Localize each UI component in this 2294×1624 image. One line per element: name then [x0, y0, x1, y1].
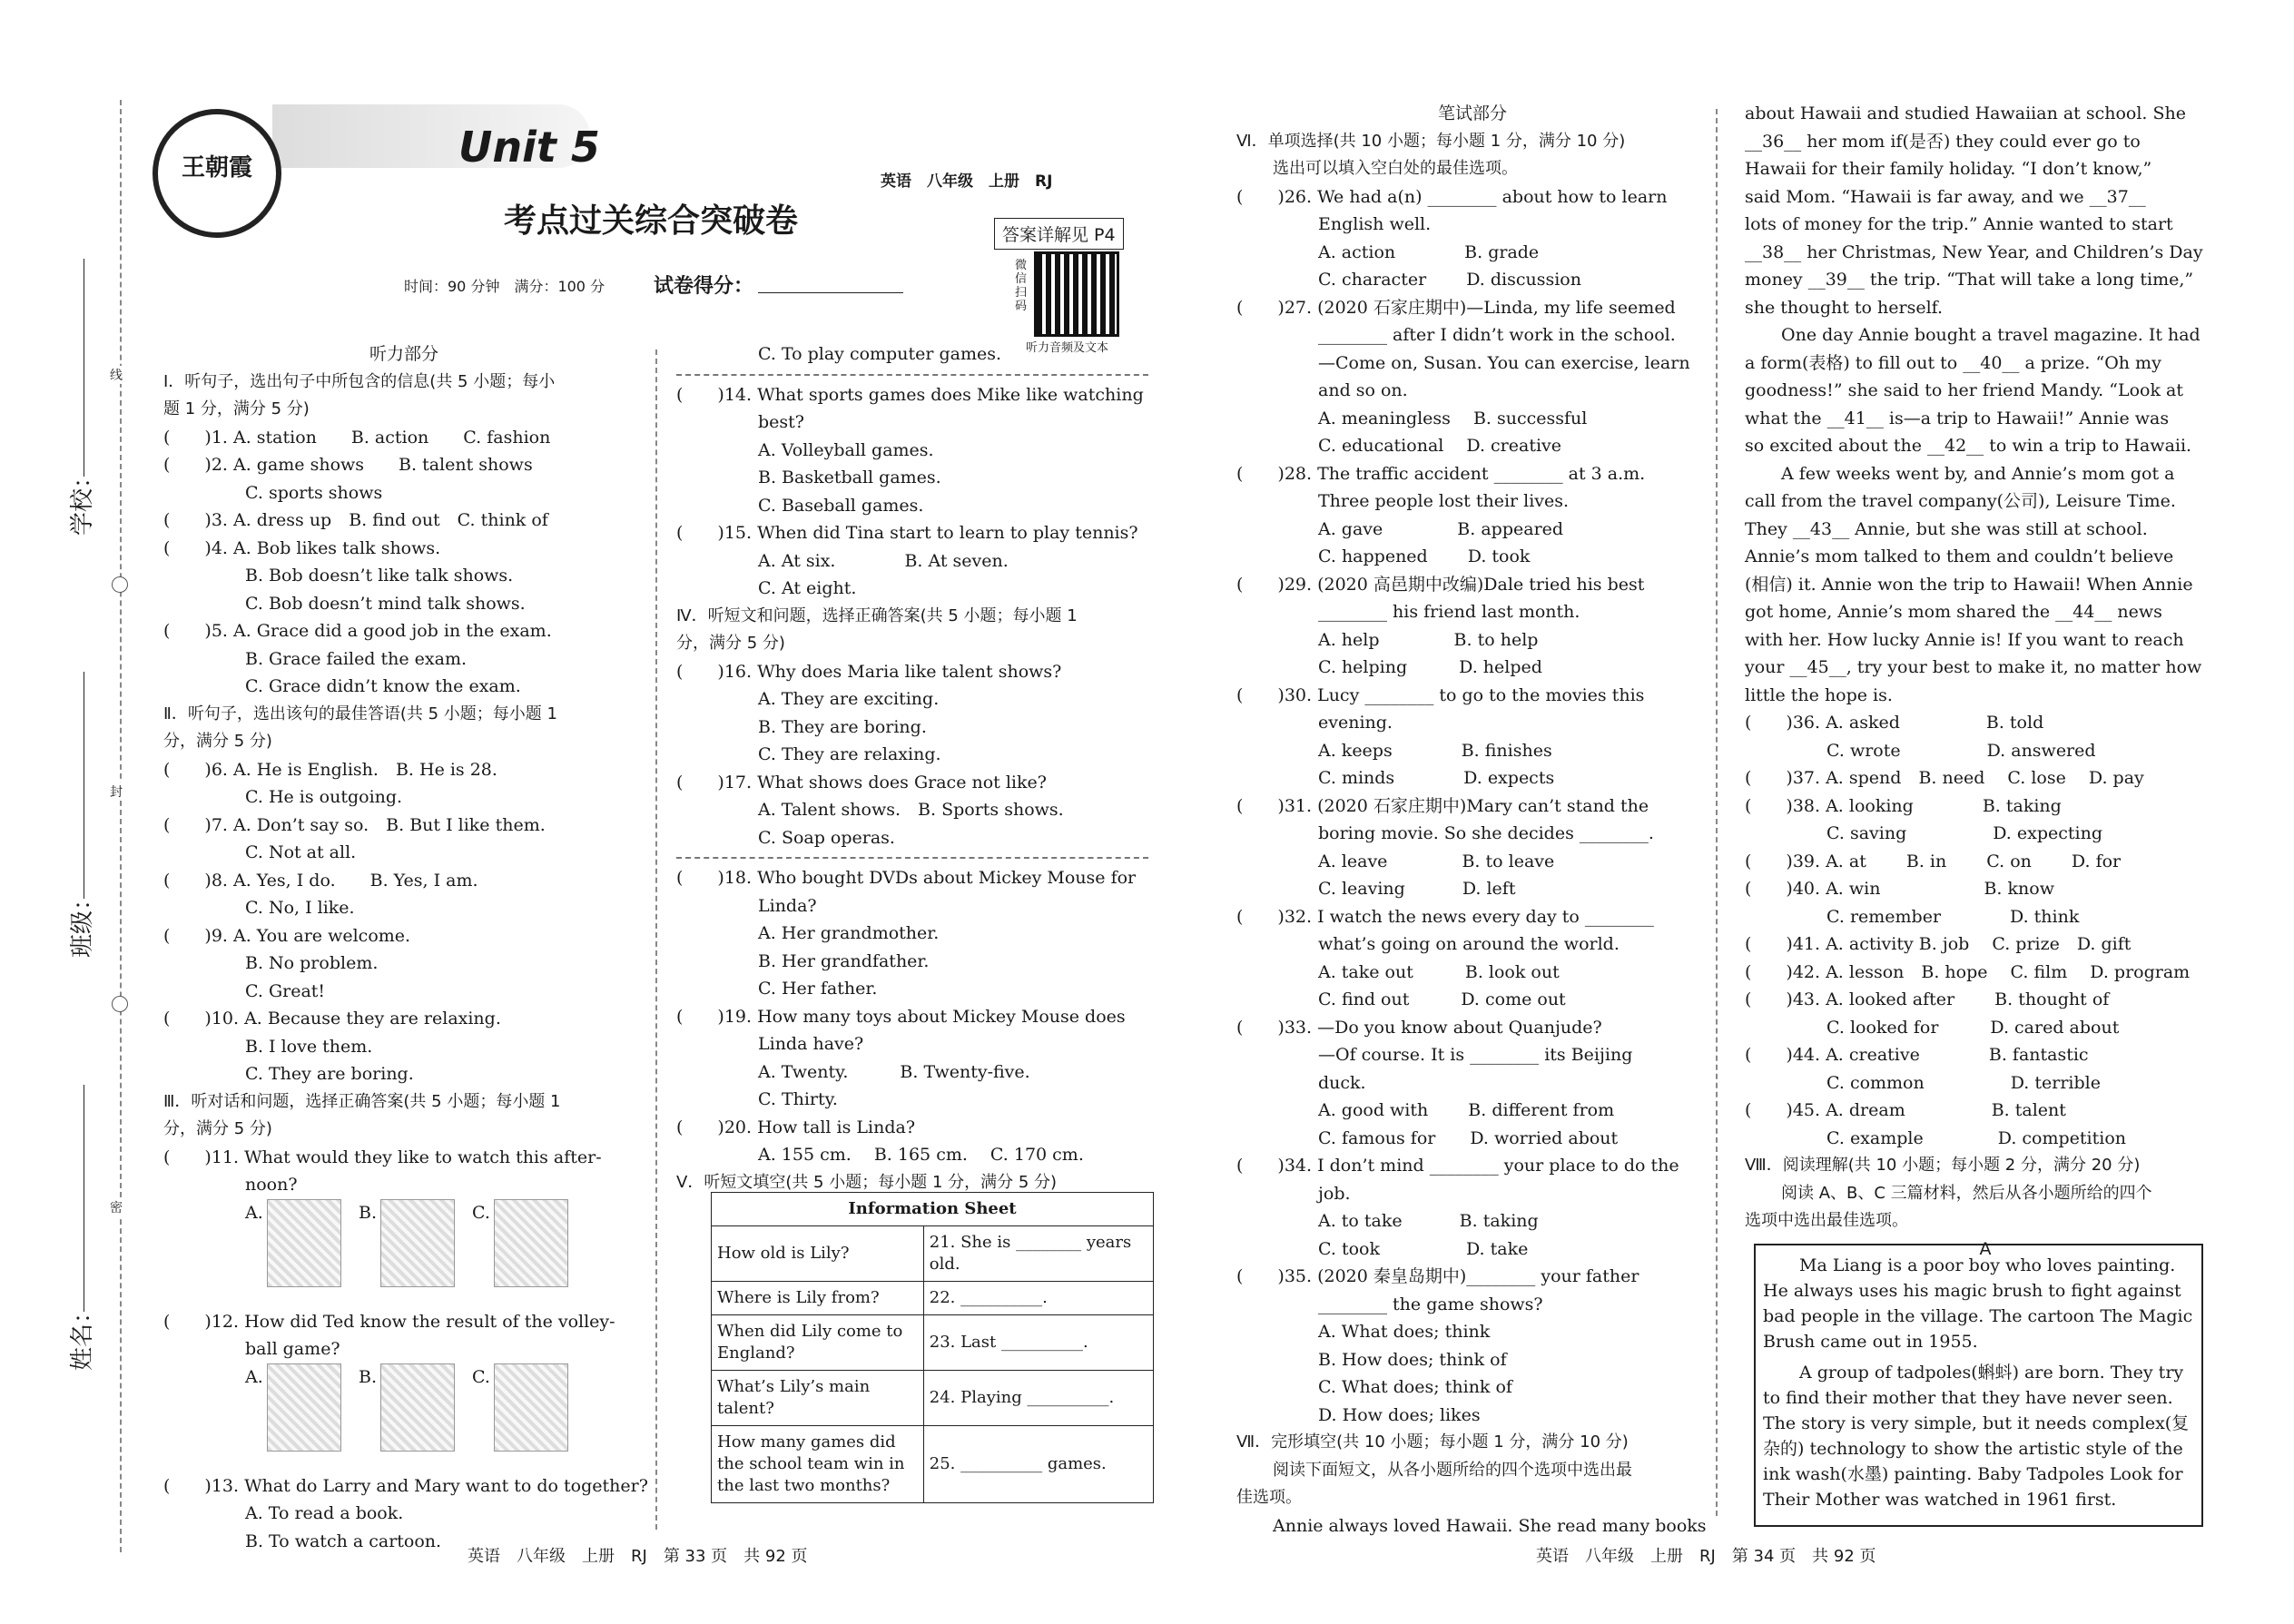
question-item: ( )9. A. You are welcome.	[163, 925, 411, 946]
section-heading: 分，满分 5 分)	[163, 732, 272, 751]
col-divider-2	[1716, 109, 1718, 1516]
section-heading: 分，满分 5 分)	[676, 634, 785, 653]
info-answer-blank[interactable]: 23. Last __________.	[923, 1315, 1153, 1371]
section-heading: Ⅱ．听句子，选出该句的最佳答语(共 5 小题；每小题 1	[163, 704, 557, 723]
text-line: Three people lost their lives.	[1318, 491, 1570, 511]
cartoon-illustration	[267, 1363, 341, 1452]
question-item: ( )45. A. dream B. talent	[1745, 1100, 2066, 1120]
unit-title: Unit 5	[458, 123, 600, 172]
text-line: C. Grace didn’t know the exam.	[245, 676, 521, 696]
text-line: A. action B. grade	[1318, 241, 1540, 262]
class-label: 班级：	[69, 886, 96, 958]
section-heading: Ⅰ．听句子，选出句子中所包含的信息(共 5 小题；每小	[163, 371, 556, 391]
score-field[interactable]	[758, 292, 903, 293]
question-item: ( )35. (2020 秦皇岛期中)________ your father	[1236, 1266, 1639, 1286]
column-3	[1236, 100, 1708, 1540]
text-line: ________ the game shows?	[1318, 1294, 1543, 1314]
question-item: ( )34. I don’t mind ________ your place to do the	[1236, 1156, 1679, 1176]
picture-options	[163, 1363, 645, 1472]
text-line: A. meaningless B. successful	[1318, 408, 1588, 428]
section-heading: 阅读下面短文，从各小题所给的四个选项中选出最	[1273, 1460, 1632, 1480]
text-line: A. take out B. look out	[1318, 961, 1560, 982]
question-item: ( )32. I watch the news every day to ________	[1236, 906, 1654, 927]
text-line: English well.	[1318, 214, 1432, 234]
text-line: C. To play computer games.	[758, 344, 1001, 364]
text-line: about Hawaii and studied Hawaiian at school. She	[1745, 103, 2187, 123]
question-item: ( )7. A. Don’t say so. B. But I like them.	[163, 814, 546, 835]
text-line: C. leaving D. left	[1318, 879, 1516, 899]
text-line: C. character D. discussion	[1318, 270, 1581, 290]
passage-a-para-1: Ma Liang is a poor boy who loves painting. He always uses his magic brush to fight against bad people in the village. The cartoon The Magic Brush came out in 1955.	[1763, 1255, 2193, 1352]
text-line: call from the travel company(公司), Leisure Time.	[1745, 491, 2176, 511]
text-line: One day Annie bought a travel magazine. It had	[1781, 325, 2200, 345]
text-line: A. help B. to help	[1318, 629, 1539, 650]
question-item: ( )37. A. spend B. need C. lose D. pay	[1745, 768, 2144, 788]
text-line: C. educational D. creative	[1318, 436, 1562, 456]
binding-circle-1	[112, 576, 128, 593]
text-line: C. happened D. took	[1318, 546, 1531, 566]
text-line: ________ his friend last month.	[1318, 602, 1580, 622]
text-line: lots of money for the trip.” Annie wanted to start	[1745, 214, 2173, 234]
info-answer-blank[interactable]: 21. She is ________ years old.	[923, 1226, 1153, 1282]
section-heading: Ⅲ．听对话和问题，选择正确答案(共 5 小题；每小题 1	[163, 1091, 561, 1111]
info-question: Where is Lily from?	[712, 1282, 924, 1315]
question-item: ( )38. A. looking B. taking	[1745, 795, 2062, 816]
text-line: C. Not at all.	[245, 842, 357, 862]
cartoon-illustration	[267, 1199, 341, 1287]
question-item: ( )39. A. at B. in C. on D. for	[1745, 851, 2122, 871]
footer-left: 英语 八年级 上册 RJ 第 33 页 共 92 页	[468, 1547, 808, 1566]
text-line: B. To watch a cartoon.	[245, 1530, 442, 1551]
text-line: money __39__ the trip. “That will take a long time,”	[1745, 270, 2194, 290]
text-line: C. At eight.	[758, 578, 857, 598]
time-info: 时间：90 分钟 满分：100 分	[404, 278, 605, 295]
question-item: ( )14. What sports games does Mike like watching	[676, 384, 1144, 405]
picture-option[interactable]	[245, 1199, 359, 1287]
subject-tag: 英语 八年级 上册 RJ	[881, 172, 1053, 191]
text-line: A. Talent shows. B. Sports shows.	[758, 800, 1064, 820]
text-line: A. Her grandmother.	[758, 923, 940, 943]
column-1	[163, 340, 648, 1555]
text-line: said Mom. “Hawaii is far away, and we __37__	[1745, 186, 2146, 207]
cartoon-illustration	[494, 1199, 568, 1287]
text-line: D. How does; likes	[1318, 1404, 1481, 1425]
option-letter: B.	[359, 1366, 378, 1387]
text-line: C. No, I like.	[245, 898, 355, 918]
picture-option[interactable]	[472, 1199, 586, 1287]
text-line: C. took D. take	[1318, 1238, 1529, 1259]
section-divider	[676, 857, 1148, 859]
question-item: ( )19. How many toys about Mickey Mouse does	[676, 1006, 1126, 1027]
option-letter: A.	[245, 1202, 263, 1223]
question-item: ( )8. A. Yes, I do. B. Yes, I am.	[163, 870, 478, 891]
info-row	[712, 1282, 1154, 1315]
info-row	[712, 1371, 1154, 1426]
text-line: little the hope is.	[1745, 684, 1893, 705]
section-heading: 题 1 分，满分 5 分)	[163, 399, 310, 418]
text-line: Annie’s mom talked to them and couldn’t believe	[1745, 546, 2174, 566]
question-item: ( )15. When did Tina start to learn to play tennis?	[676, 523, 1138, 543]
text-line: They __43__ Annie, but she was still at school.	[1745, 518, 2148, 539]
text-line: she thought to herself.	[1745, 297, 1944, 318]
text-line: C. Soap operas.	[758, 827, 895, 848]
picture-option[interactable]	[359, 1199, 472, 1287]
option-letter: C.	[472, 1366, 490, 1387]
text-line: A. 155 cm. B. 165 cm. C. 170 cm.	[758, 1145, 1084, 1165]
info-row	[712, 1426, 1154, 1503]
text-line: A	[1979, 1238, 1992, 1259]
text-line: 听力部分	[369, 344, 438, 364]
binding-mark-feng: 封	[110, 782, 123, 801]
text-line: C. Great!	[245, 980, 326, 1001]
text-line: B. Bob doesn’t like talk shows.	[245, 566, 514, 586]
passage-a-para-2: A group of tadpoles(蝌蚪) are born. They try to find their mother that they have never seen. The story is very simple, but it needs complex(复杂的) technology to show the artistic style of the ink wash(水墨) painting. Baby Tadpoles Look for Their Mother was watched in 1961 first.	[1763, 1363, 2190, 1510]
text-line: A. What does; think	[1318, 1322, 1491, 1342]
question-item: ( )12. How did Ted know the result of the volley-	[163, 1311, 615, 1332]
question-item: ( )43. A. looked after B. thought of	[1745, 989, 2110, 1009]
text-line: C. example D. competition	[1826, 1127, 2127, 1148]
text-line: noon?	[245, 1175, 298, 1195]
text-line: A. to take B. taking	[1318, 1211, 1539, 1231]
logo-text: 王朝霞	[181, 154, 252, 182]
question-item: ( )13. What do Larry and Mary want to do together?	[163, 1475, 648, 1496]
text-line: C. famous for D. worried about	[1318, 1127, 1619, 1148]
info-answer-blank[interactable]: 25. __________ games.	[923, 1426, 1153, 1503]
text-line: C. He is outgoing.	[245, 787, 403, 807]
picture-options	[163, 1199, 645, 1308]
question-item: ( )27. (2020 石家庄期中)—Linda, my life seemed	[1236, 297, 1676, 318]
question-item: ( )28. The traffic accident ________ at 3 a.m.	[1236, 463, 1646, 484]
column-2	[676, 340, 1148, 1196]
option-letter: B.	[359, 1202, 378, 1223]
info-question: When did Lily come to England?	[712, 1315, 924, 1371]
text-line: Annie always loved Hawaii. She read many books	[1273, 1515, 1707, 1536]
section-heading: Ⅷ．阅读理解(共 10 小题；每小题 2 分，满分 20 分)	[1745, 1156, 2141, 1175]
section-heading: 佳选项。	[1236, 1488, 1302, 1507]
text-line: B. Her grandfather.	[758, 950, 930, 971]
question-item: ( )44. A. creative B. fantastic	[1745, 1045, 2089, 1065]
text-line: what’s going on around the world.	[1318, 934, 1620, 954]
text-line: —Of course. It is ________ its Beijing	[1318, 1045, 1633, 1065]
text-line: A. keeps B. finishes	[1318, 740, 1552, 761]
picture-option[interactable]	[472, 1363, 586, 1452]
picture-option[interactable]	[245, 1363, 359, 1452]
qr-code[interactable]	[1037, 254, 1117, 334]
text-line: C. sports shows	[245, 482, 383, 503]
name-label: 姓名：	[69, 1299, 96, 1371]
question-item: ( )20. How tall is Linda?	[676, 1117, 916, 1137]
section-heading: Ⅶ．完形填空(共 10 小题；每小题 1 分，满分 10 分)	[1236, 1432, 1629, 1452]
text-line: evening.	[1318, 713, 1393, 733]
text-line: B. I love them.	[245, 1036, 373, 1057]
main-title: 考点过关综合突破卷	[504, 202, 799, 240]
text-line: C. find out D. come out	[1318, 989, 1566, 1009]
text-line: your __45__, try your best to make it, no matter how	[1745, 657, 2202, 677]
section-divider	[676, 374, 1148, 376]
binding-line	[120, 100, 122, 1552]
text-line: B. Basketball games.	[758, 468, 941, 487]
text-line: C. helping D. helped	[1318, 657, 1542, 677]
text-line: duck.	[1318, 1072, 1366, 1093]
text-line: B. No problem.	[245, 953, 379, 973]
text-line: a form(表格) to fill out to __40__ a prize. “Oh my	[1745, 352, 2161, 373]
text-line: C. looked for D. cared about	[1826, 1017, 2120, 1038]
picture-option[interactable]	[359, 1363, 472, 1452]
question-item: ( )31. (2020 石家庄期中)Mary can’t stand the	[1236, 795, 1649, 816]
binding-circle-2	[112, 996, 128, 1012]
question-item: ( )26. We had a(n) ________ about how to learn	[1236, 186, 1668, 207]
text-line: B. Grace failed the exam.	[245, 648, 468, 669]
text-line: A. good with B. different from	[1318, 1100, 1615, 1120]
text-line: B. How does; think of	[1318, 1349, 1507, 1370]
text-line: goodness!” she said to her friend Mandy. “Look at	[1745, 380, 2183, 400]
text-line: C. common D. terrible	[1826, 1072, 2101, 1093]
info-question: How old is Lily?	[712, 1226, 924, 1282]
question-item: ( )11. What would they like to watch this after-	[163, 1147, 602, 1167]
cartoon-illustration	[494, 1363, 568, 1452]
question-item: ( )18. Who bought DVDs about Mickey Mouse for	[676, 868, 1137, 888]
section-heading: Ⅳ．听短文和问题，选择正确答案(共 5 小题；每小题 1	[676, 605, 1078, 625]
info-question: What’s Lily’s main talent?	[712, 1371, 924, 1426]
text-line: Linda?	[758, 895, 817, 916]
cartoon-illustration	[380, 1199, 455, 1287]
question-item: ( )33. —Do you know about Quanjude?	[1236, 1017, 1602, 1038]
section-heading: Ⅵ．单项选择(共 10 小题；每小题 1 分，满分 10 分)	[1236, 131, 1626, 151]
question-item: ( )6. A. He is English. B. He is 28.	[163, 759, 497, 780]
option-letter: A.	[245, 1366, 263, 1387]
question-item: ( )4. A. Bob likes talk shows.	[163, 537, 441, 558]
text-line: C. wrote D. answered	[1826, 740, 2096, 761]
passage-a-box	[1754, 1244, 2203, 1527]
text-line: C. They are boring.	[245, 1064, 414, 1084]
text-line: A. gave B. appeared	[1318, 518, 1564, 539]
question-item: ( )17. What shows does Grace not like?	[676, 772, 1047, 792]
information-sheet	[711, 1192, 1154, 1503]
question-item: (相信) it. Annie won the trip to Hawaii! When Annie	[1745, 574, 2193, 595]
section-heading: 选项中选出最佳选项。	[1745, 1211, 1908, 1230]
text-line: job.	[1318, 1183, 1351, 1204]
qr-caption: 听力音频及文本	[1026, 341, 1109, 355]
school-label: 学校：	[69, 464, 96, 536]
answer-ref: 答案详解见 P4	[994, 218, 1124, 250]
text-line: Linda have?	[758, 1034, 864, 1054]
text-line: __36__ her mom if(是否) they could ever go to	[1745, 131, 2141, 152]
footer-right: 英语 八年级 上册 RJ 第 34 页 共 92 页	[1536, 1547, 1876, 1566]
text-line: 笔试部分	[1437, 103, 1507, 123]
text-line: A. Volleyball games.	[758, 439, 934, 460]
info-sheet-title: Information Sheet	[712, 1193, 1154, 1226]
question-item: ( )29. (2020 高邑期中改编)Dale tried his best	[1236, 574, 1645, 595]
question-item: ( )30. Lucy ________ to go to the movies this	[1236, 684, 1645, 705]
text-line: C. Her father.	[758, 979, 878, 999]
text-line: boring movie. So she decides ________.	[1318, 823, 1654, 843]
text-line: A. Twenty. B. Twenty-five.	[758, 1061, 1030, 1082]
text-line: A. They are exciting.	[758, 689, 940, 709]
option-letter: C.	[472, 1202, 490, 1223]
question-item: ( )3. A. dress up B. find out C. think of	[163, 510, 548, 530]
question-item: ( )36. A. asked B. told	[1745, 713, 2044, 733]
score-label: 试卷得分：	[654, 275, 754, 298]
question-item: ( )2. A. game shows B. talent shows	[163, 455, 533, 475]
text-line: A. To read a book.	[245, 1503, 404, 1523]
text-line: A. At six. B. At seven.	[758, 550, 1009, 571]
binding-mark-xian: 线	[110, 366, 123, 384]
text-line: best?	[758, 412, 804, 432]
info-question: How many games did the school team win in the last two months?	[712, 1426, 924, 1503]
question-item: ( )41. A. activity B. job C. prize D. gift	[1745, 934, 2132, 954]
text-line: Hawaii for their family holiday. “I don’t know,”	[1745, 159, 2152, 179]
info-row	[712, 1315, 1154, 1371]
binding-mark-mi: 密	[110, 1198, 123, 1216]
text-line: what the __41__ is—a trip to Hawaii!” Annie was	[1745, 408, 2170, 428]
text-line: B. They are boring.	[758, 716, 927, 737]
text-line: with her. How lucky Annie is! If you want to reach	[1745, 629, 2184, 650]
text-line: C. remember D. think	[1826, 906, 2080, 927]
info-answer-blank[interactable]: 22. __________.	[923, 1282, 1153, 1315]
text-line: —Come on, Susan. You can exercise, learn	[1318, 352, 1690, 373]
question-item: ( )40. A. win B. know	[1745, 879, 2054, 899]
brand-logo	[153, 109, 281, 238]
text-line: ________ after I didn’t work in the school.	[1318, 325, 1676, 345]
text-line: A few weeks went by, and Annie’s mom got a	[1781, 463, 2175, 484]
text-line: and so on.	[1318, 380, 1408, 400]
text-line: C. minds D. expects	[1318, 768, 1555, 788]
column-4	[1745, 100, 2226, 1263]
text-line: C. They are relaxing.	[758, 744, 941, 764]
text-line: ball game?	[245, 1339, 340, 1359]
question-item: ( )16. Why does Maria like talent shows?	[676, 661, 1062, 682]
question-item: ( )10. A. Because they are relaxing.	[163, 1009, 501, 1029]
text-line: __38__ her Christmas, New Year, and Children’s Day	[1745, 241, 2203, 262]
info-answer-blank[interactable]: 24. Playing __________.	[923, 1371, 1153, 1426]
text-line: C. What does; think of	[1318, 1377, 1512, 1397]
text-line: C. Bob doesn’t mind talk shows.	[245, 593, 526, 614]
col-divider-1	[655, 349, 657, 1530]
info-row	[712, 1226, 1154, 1282]
section-heading: 选出可以填入空白处的最佳选项。	[1273, 159, 1518, 178]
text-line: A. leave B. to leave	[1318, 851, 1555, 871]
section-heading: 阅读 A、B、C 三篇材料，然后从各小题所给的四个	[1781, 1183, 2152, 1203]
question-item: ( )42. A. lesson B. hope C. film D. program	[1745, 961, 2191, 982]
text-line: so excited about the __42__ to win a trip to Hawaii.	[1745, 436, 2192, 456]
text-line: C. Baseball games.	[758, 495, 924, 516]
question-item: ( )1. A. station B. action C. fashion	[163, 427, 551, 448]
text-line: C. saving D. expecting	[1826, 823, 2102, 843]
question-item: ( )5. A. Grace did a good job in the exam.	[163, 621, 552, 641]
qr-side-text: 微信扫码	[1015, 259, 1028, 313]
text-line: got home, Annie’s mom shared the __44__ news	[1745, 602, 2162, 622]
text-line: C. Thirty.	[758, 1089, 838, 1109]
section-heading: 分，满分 5 分)	[163, 1119, 272, 1138]
cartoon-illustration	[380, 1363, 455, 1452]
section-heading: Ⅴ．听短文填空(共 5 小题；每小题 1 分，满分 5 分)	[676, 1172, 1058, 1192]
